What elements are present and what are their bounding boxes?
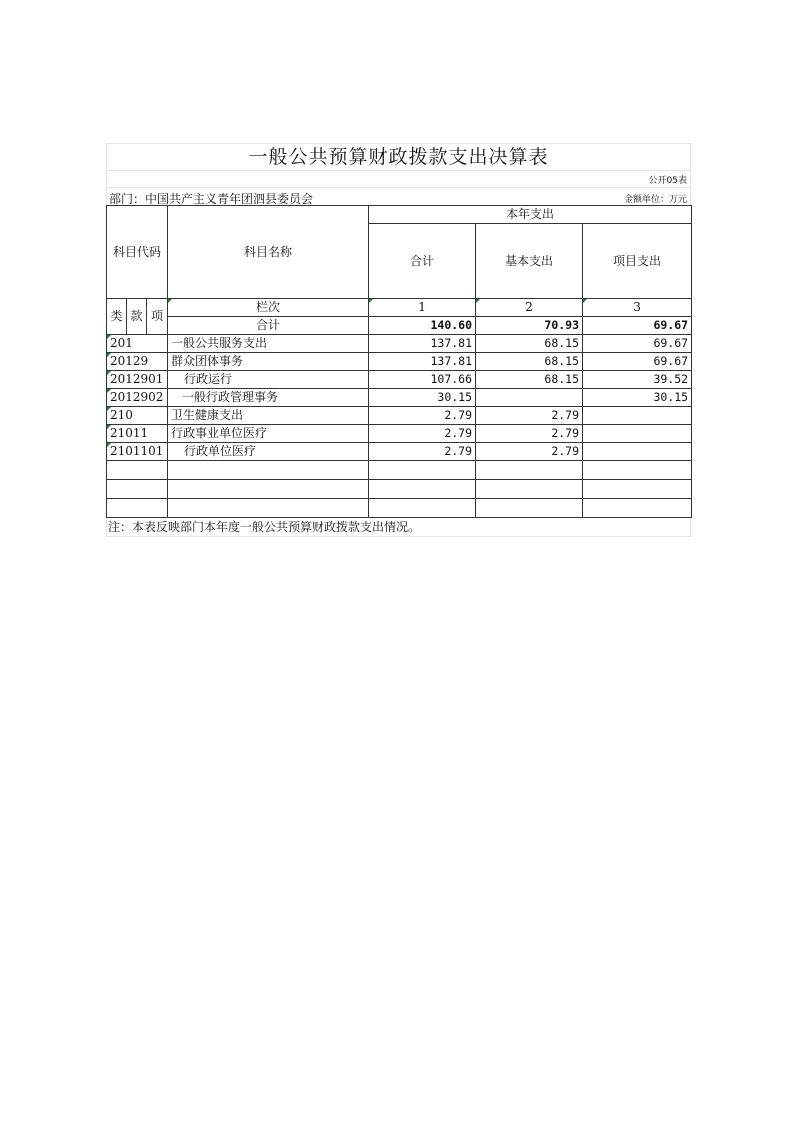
subject-code: 2012902: [107, 389, 168, 407]
subject-name: 行政运行: [168, 371, 369, 389]
amount-total: 2.79: [369, 443, 476, 461]
total-row: [107, 317, 692, 335]
column-number-3: 3: [583, 299, 692, 317]
meta-row: [106, 187, 691, 205]
subject-name: 群众团体事务: [168, 353, 369, 371]
amount-basic: 68.15: [476, 371, 583, 389]
empty-row: [107, 499, 692, 518]
amount-project: [583, 443, 692, 461]
amount-basic: 68.15: [476, 353, 583, 371]
subject-name: 卫生健康支出: [168, 407, 369, 425]
column-label: 栏次: [168, 299, 369, 317]
header-kuan: 款: [127, 299, 147, 335]
total-label: 合计: [168, 317, 369, 335]
amount-basic: [476, 389, 583, 407]
amount-total: 107.66: [369, 371, 476, 389]
amount-project: 39.52: [583, 371, 692, 389]
department-label: 部门：中国共产主义青年团泗县委员会: [109, 192, 314, 206]
subject-name: 行政事业单位医疗: [168, 425, 369, 443]
total-basic: 70.93: [476, 317, 583, 335]
total-project: 69.67: [583, 317, 692, 335]
header-row-1: [107, 206, 692, 224]
form-code-row: [106, 170, 691, 187]
amount-total: 30.15: [369, 389, 476, 407]
subject-code: 2101101: [107, 443, 168, 461]
header-basic: 基本支出: [476, 224, 583, 299]
empty-row: [107, 480, 692, 499]
subject-code: 21011: [107, 425, 168, 443]
amount-project: [583, 425, 692, 443]
table-row: [107, 389, 692, 407]
subject-code: 2012901: [107, 371, 168, 389]
table-note: 注：本表反映部门本年度一般公共预算财政拨款支出情况。: [106, 518, 691, 537]
column-number-2: 2: [476, 299, 583, 317]
expenditure-table: [106, 205, 692, 518]
column-number-1: 1: [369, 299, 476, 317]
amount-project: 30.15: [583, 389, 692, 407]
subject-code: 20129: [107, 353, 168, 371]
subject-name: 一般公共服务支出: [168, 335, 369, 353]
amount-total: 2.79: [369, 425, 476, 443]
column-number-row: [107, 299, 692, 317]
total-amount: 140.60: [369, 317, 476, 335]
table-row: [107, 425, 692, 443]
amount-total: 137.81: [369, 335, 476, 353]
unit-label: 金额单位：万元: [623, 195, 687, 205]
form-code: 公开05表: [648, 176, 687, 186]
header-total: 合计: [369, 224, 476, 299]
amount-basic: 2.79: [476, 425, 583, 443]
table-row: [107, 407, 692, 425]
subject-name: 行政单位医疗: [168, 443, 369, 461]
amount-basic: 2.79: [476, 443, 583, 461]
amount-total: 2.79: [369, 407, 476, 425]
amount-project: 69.67: [583, 335, 692, 353]
header-subject-name: 科目名称: [168, 206, 369, 299]
header-current-year: 本年支出: [369, 206, 692, 224]
amount-total: 137.81: [369, 353, 476, 371]
table-row: [107, 353, 692, 371]
table-row: [107, 371, 692, 389]
table-row: [107, 335, 692, 353]
header-subject-code: 科目代码: [107, 206, 168, 299]
amount-project: [583, 407, 692, 425]
header-lei: 类: [107, 299, 127, 335]
table-row: [107, 443, 692, 461]
subject-code: 210: [107, 407, 168, 425]
header-project: 项目支出: [583, 224, 692, 299]
amount-basic: 68.15: [476, 335, 583, 353]
subject-name: 一般行政管理事务: [168, 389, 369, 407]
empty-row: [107, 461, 692, 480]
amount-basic: 2.79: [476, 407, 583, 425]
amount-project: 69.67: [583, 353, 692, 371]
header-xiang: 项: [147, 299, 168, 335]
report-sheet: [106, 143, 691, 537]
subject-code: 201: [107, 335, 168, 353]
report-title: 一般公共预算财政拨款支出决算表: [106, 143, 691, 170]
